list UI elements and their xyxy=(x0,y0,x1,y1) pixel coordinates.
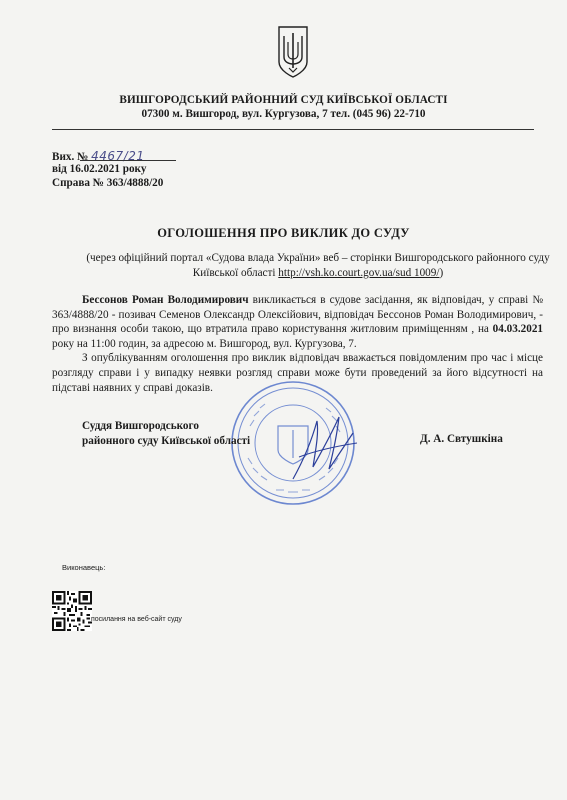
outgoing-handwritten-number: 4467/21 xyxy=(91,149,145,163)
judge-title-line1: Суддя Вишгородського xyxy=(82,420,199,432)
summons-text-a: викликається в судове засідання, як відповідач, у справі № 363/4888/20 - позивач Семенов Олександр Олексійович, відповідач Бессонов Роман Володимирович, - про визнання особи такою, що втратила право користування житловим приміщенням , на xyxy=(52,294,544,336)
executor-label: Виконавець: xyxy=(62,563,106,572)
court-website-link[interactable]: http://vsh.ko.court.gov.ua/sud 1009/ xyxy=(278,267,440,279)
summons-text-b: року на 11:00 годин, за адресою м. Вишгород, вул. Кургузова, 7. xyxy=(52,337,357,350)
defendant-name: Бессонов Роман Володимирович xyxy=(82,294,249,306)
judge-title xyxy=(82,419,250,448)
header-divider xyxy=(52,129,534,130)
qr-code-icon[interactable] xyxy=(52,591,92,631)
judge-signature xyxy=(285,413,360,483)
judge-title-line2: районного суду Київської області xyxy=(82,434,251,447)
publication-note-text: (через офіційний портал «Судова влада України» веб – сторінки Вишгородського районного суду Київської області xyxy=(86,252,550,279)
qr-caption: посилання на веб-сайт суду xyxy=(91,616,182,623)
notice-paragraph: З опублікуванням оголошення про виклик відповідач вважається повідомленим про час і місце розгляду справи і у випадку неявки розгляд справи може бути проведений за його відсутності на підставі наявних у справі доказів. xyxy=(52,352,543,394)
publication-note xyxy=(80,251,556,281)
outgoing-number-underline xyxy=(80,160,176,161)
coat-of-arms-icon xyxy=(276,24,310,80)
outgoing-label: Вих. № xyxy=(52,151,89,163)
judge-name: Д. А. Свтушкіна xyxy=(420,433,503,445)
document-title: ОГОЛОШЕННЯ ПРО ВИКЛИК ДО СУДУ xyxy=(157,226,410,240)
summons-paragraph xyxy=(52,293,543,351)
case-number: Справа № 363/4888/20 xyxy=(52,177,164,189)
hearing-date: 04.03.2021 xyxy=(492,323,543,336)
document-date: від 16.02.2021 року xyxy=(52,163,147,175)
publication-note-close: ) xyxy=(439,267,444,279)
court-address: 07300 м. Вишгород, вул. Кургузова, 7 тел. (045 96) 22-710 xyxy=(141,108,426,120)
court-name: ВИШГОРОДСЬКИЙ РАЙОННИЙ СУД КИЇВСЬКОЇ ОБЛАСТІ xyxy=(119,94,448,106)
